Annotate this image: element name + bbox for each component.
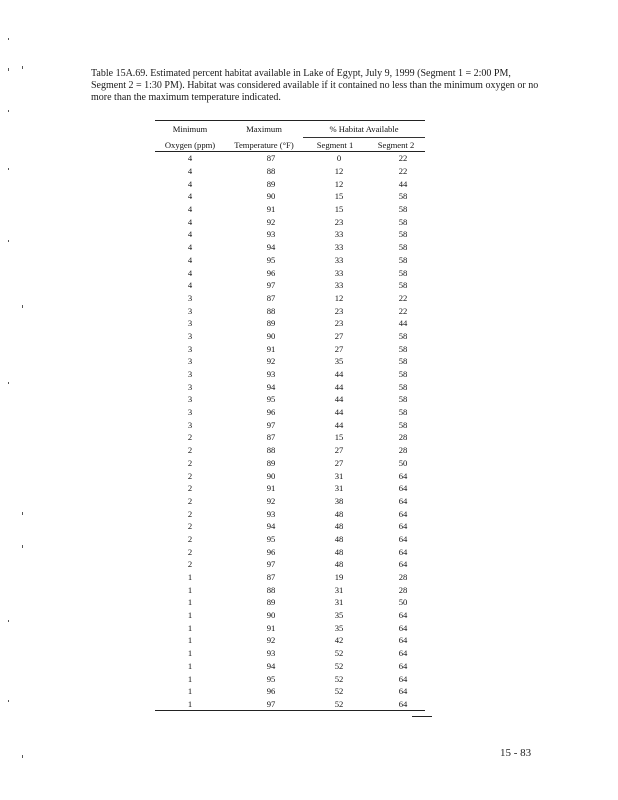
table-row — [155, 558, 425, 571]
max-temperature-cell: 87 — [266, 292, 276, 303]
min-oxygen-cell: 2 — [187, 521, 193, 532]
table-row — [155, 393, 425, 406]
max-temperature-cell: 92 — [266, 495, 276, 506]
min-oxygen-cell: 3 — [187, 356, 193, 367]
scan-speck — [22, 755, 23, 758]
min-oxygen-cell: 1 — [187, 597, 193, 608]
max-temperature-cell: 88 — [266, 166, 276, 177]
table-row — [155, 304, 425, 317]
max-temperature-cell: 87 — [266, 572, 276, 583]
segment-2-cell: 64 — [398, 673, 408, 684]
min-oxygen-cell: 1 — [187, 673, 193, 684]
segment-2-cell: 58 — [398, 343, 408, 354]
table-row — [155, 317, 425, 330]
segment-2-cell: 64 — [398, 686, 408, 697]
min-oxygen-cell: 3 — [187, 330, 193, 341]
scan-speck — [8, 168, 9, 170]
scan-speck — [22, 512, 23, 515]
table-row — [155, 266, 425, 279]
header-temperature: Temperature (°F) — [225, 138, 303, 152]
table-row — [155, 177, 425, 190]
header-maximum: Maximum — [246, 124, 282, 134]
segment-2-cell: 64 — [367, 698, 425, 711]
segment-2-cell: 64 — [398, 635, 408, 646]
max-temperature-cell: 90 — [266, 191, 276, 202]
segment-1-cell: 19 — [334, 572, 344, 583]
min-oxygen-cell: 2 — [187, 559, 193, 570]
segment-1-cell: 42 — [334, 635, 344, 646]
segment-1-cell: 52 — [334, 648, 344, 659]
segment-1-cell: 38 — [334, 495, 344, 506]
table-row — [155, 495, 425, 508]
max-temperature-cell: 87 — [266, 153, 276, 164]
segment-1-cell: 33 — [334, 280, 344, 291]
table-row — [155, 215, 425, 228]
min-oxygen-cell: 4 — [187, 204, 193, 215]
max-temperature-cell: 91 — [266, 622, 276, 633]
min-oxygen-cell: 1 — [187, 584, 193, 595]
min-oxygen-cell: 4 — [187, 242, 193, 253]
header-oxygen: Oxygen (ppm) — [155, 138, 225, 152]
segment-2-cell: 58 — [398, 229, 408, 240]
scan-speck — [8, 382, 9, 384]
table-row — [155, 444, 425, 457]
segment-2-cell: 64 — [398, 546, 408, 557]
max-temperature-cell: 92 — [266, 635, 276, 646]
min-oxygen-cell: 3 — [187, 381, 193, 392]
min-oxygen-cell: 4 — [187, 254, 193, 265]
min-oxygen-cell: 1 — [187, 610, 193, 621]
min-oxygen-cell: 2 — [187, 483, 193, 494]
segment-1-cell: 15 — [334, 191, 344, 202]
table-row — [155, 190, 425, 203]
table-row — [155, 406, 425, 419]
max-temperature-cell: 95 — [266, 673, 276, 684]
max-temperature-cell: 97 — [266, 559, 276, 570]
segment-1-cell: 31 — [334, 597, 344, 608]
min-oxygen-cell: 2 — [187, 457, 193, 468]
table-row — [155, 342, 425, 355]
segment-2-cell: 64 — [398, 559, 408, 570]
min-oxygen-cell: 4 — [187, 267, 193, 278]
segment-1-cell: 44 — [334, 369, 344, 380]
min-oxygen-cell: 3 — [187, 318, 193, 329]
min-oxygen-cell: 3 — [187, 394, 193, 405]
max-temperature-cell: 97 — [266, 419, 276, 430]
segment-2-cell: 64 — [398, 483, 408, 494]
segment-1-cell: 35 — [334, 610, 344, 621]
table-row — [155, 520, 425, 533]
min-oxygen-cell: 1 — [187, 572, 193, 583]
min-oxygen-cell: 4 — [187, 216, 193, 227]
scan-speck — [22, 66, 23, 69]
header-segment-1: Segment 1 — [303, 138, 367, 152]
min-oxygen-cell: 1 — [187, 686, 193, 697]
page-number: 15 - 83 — [500, 747, 532, 759]
table-row — [155, 279, 425, 292]
segment-1-cell: 12 — [334, 178, 344, 189]
max-temperature-cell: 95 — [266, 394, 276, 405]
segment-2-cell: 22 — [398, 305, 408, 316]
segment-1-cell: 44 — [334, 407, 344, 418]
segment-1-cell: 44 — [334, 419, 344, 430]
segment-2-cell: 22 — [398, 153, 408, 164]
table-row — [155, 583, 425, 596]
table-row — [155, 330, 425, 343]
table-row — [155, 355, 425, 368]
max-temperature-cell: 89 — [266, 318, 276, 329]
table-row — [155, 660, 425, 673]
scan-speck — [8, 240, 9, 242]
table-row — [155, 571, 425, 584]
min-oxygen-cell: 4 — [187, 166, 193, 177]
segment-1-cell: 0 — [336, 153, 342, 164]
max-temperature-cell: 92 — [266, 356, 276, 367]
table-caption: Table 15A.69. Estimated percent habitat available in Lake of Egypt, July 9, 1999 (Segment 1 = 2:00 PM, Segment 2 = 1:30 PM). Habitat was considered available if it contained no less than the minimum oxygen or no more than the maximum temperature indicated. — [91, 68, 539, 103]
table-row — [155, 457, 425, 470]
table-row — [155, 431, 425, 444]
segment-2-cell: 28 — [398, 445, 408, 456]
segment-1-cell: 35 — [334, 356, 344, 367]
table-row — [155, 685, 425, 698]
segment-1-cell: 27 — [334, 343, 344, 354]
segment-2-cell: 58 — [398, 394, 408, 405]
segment-2-cell: 28 — [398, 572, 408, 583]
max-temperature-cell: 96 — [266, 546, 276, 557]
max-temperature-cell: 96 — [266, 407, 276, 418]
segment-1-cell: 33 — [334, 267, 344, 278]
max-temperature-cell: 89 — [266, 457, 276, 468]
scan-speck — [8, 68, 9, 71]
segment-1-cell: 31 — [334, 483, 344, 494]
table-row — [155, 368, 425, 381]
min-oxygen-cell: 2 — [187, 470, 193, 481]
table-row — [155, 621, 425, 634]
segment-2-cell: 50 — [398, 597, 408, 608]
segment-1-cell: 48 — [334, 559, 344, 570]
scan-speck — [8, 38, 9, 40]
segment-2-cell: 50 — [398, 457, 408, 468]
max-temperature-cell: 93 — [266, 508, 276, 519]
min-oxygen-cell: 4 — [187, 229, 193, 240]
min-oxygen-cell: 2 — [187, 432, 193, 443]
min-oxygen-cell: 4 — [187, 280, 193, 291]
table-row — [155, 241, 425, 254]
table-row — [155, 482, 425, 495]
segment-1-cell: 15 — [334, 204, 344, 215]
max-temperature-cell: 94 — [266, 521, 276, 532]
table-row — [155, 672, 425, 685]
segment-1-cell: 27 — [334, 457, 344, 468]
max-temperature-cell: 90 — [266, 330, 276, 341]
table-row — [155, 545, 425, 558]
max-temperature-cell: 91 — [266, 343, 276, 354]
min-oxygen-cell: 1 — [187, 622, 193, 633]
segment-2-cell: 28 — [398, 432, 408, 443]
segment-2-cell: 44 — [398, 178, 408, 189]
header-habitat-available: % Habitat Available — [303, 121, 425, 138]
min-oxygen-cell: 2 — [187, 546, 193, 557]
segment-1-cell: 52 — [334, 673, 344, 684]
segment-2-cell: 22 — [398, 292, 408, 303]
max-temperature-cell: 88 — [266, 584, 276, 595]
scan-speck — [8, 110, 9, 112]
segment-2-cell: 64 — [398, 470, 408, 481]
max-temperature-cell: 93 — [266, 369, 276, 380]
segment-2-cell: 58 — [398, 407, 408, 418]
min-oxygen-cell: 1 — [187, 635, 193, 646]
segment-1-cell: 33 — [334, 254, 344, 265]
segment-1-cell: 48 — [334, 521, 344, 532]
segment-1-cell: 44 — [334, 381, 344, 392]
segment-1-cell: 33 — [334, 229, 344, 240]
segment-2-cell: 58 — [398, 254, 408, 265]
table-row — [155, 165, 425, 178]
max-temperature-cell: 96 — [266, 267, 276, 278]
segment-2-cell: 64 — [398, 508, 408, 519]
segment-2-cell: 64 — [398, 648, 408, 659]
segment-1-cell: 12 — [334, 292, 344, 303]
table-row — [155, 647, 425, 660]
max-temperature-cell: 97 — [225, 698, 303, 711]
table-row — [155, 228, 425, 241]
header-minimum: Minimum — [172, 124, 208, 134]
min-oxygen-cell: 3 — [187, 369, 193, 380]
table-row — [155, 152, 425, 165]
max-temperature-cell: 89 — [266, 597, 276, 608]
scan-speck — [8, 620, 9, 622]
min-oxygen-cell: 2 — [187, 533, 193, 544]
max-temperature-cell: 88 — [266, 305, 276, 316]
segment-2-cell: 28 — [398, 584, 408, 595]
segment-1-cell: 15 — [334, 432, 344, 443]
segment-1-cell: 31 — [334, 584, 344, 595]
table-end-rule — [412, 716, 432, 717]
scan-speck — [8, 700, 9, 702]
segment-1-cell: 48 — [334, 533, 344, 544]
table-row — [155, 203, 425, 216]
segment-2-cell: 44 — [398, 318, 408, 329]
table-row — [155, 596, 425, 609]
table-row — [155, 634, 425, 647]
segment-1-cell: 31 — [334, 470, 344, 481]
min-oxygen-cell: 3 — [187, 407, 193, 418]
segment-2-cell: 58 — [398, 216, 408, 227]
segment-2-cell: 64 — [398, 521, 408, 532]
max-temperature-cell: 90 — [266, 470, 276, 481]
table-row — [155, 533, 425, 546]
min-oxygen-cell: 4 — [187, 178, 193, 189]
segment-2-cell: 58 — [398, 204, 408, 215]
segment-1-cell: 52 — [303, 698, 367, 711]
max-temperature-cell: 94 — [266, 242, 276, 253]
table-row — [155, 469, 425, 482]
segment-2-cell: 58 — [398, 419, 408, 430]
segment-2-cell: 58 — [398, 267, 408, 278]
min-oxygen-cell: 1 — [187, 648, 193, 659]
segment-2-cell: 64 — [398, 660, 408, 671]
max-temperature-cell: 91 — [266, 483, 276, 494]
scan-speck — [22, 305, 23, 308]
segment-2-cell: 58 — [398, 242, 408, 253]
min-oxygen-cell: 2 — [187, 508, 193, 519]
segment-2-cell: 58 — [398, 191, 408, 202]
segment-2-cell: 58 — [398, 369, 408, 380]
table-row — [155, 698, 425, 711]
max-temperature-cell: 93 — [266, 229, 276, 240]
max-temperature-cell: 95 — [266, 254, 276, 265]
min-oxygen-cell: 3 — [187, 343, 193, 354]
segment-2-cell: 22 — [398, 166, 408, 177]
max-temperature-cell: 91 — [266, 204, 276, 215]
max-temperature-cell: 93 — [266, 648, 276, 659]
segment-1-cell: 48 — [334, 508, 344, 519]
segment-2-cell: 58 — [398, 356, 408, 367]
segment-1-cell: 23 — [334, 305, 344, 316]
max-temperature-cell: 95 — [266, 533, 276, 544]
max-temperature-cell: 94 — [266, 660, 276, 671]
header-segment-2: Segment 2 — [367, 138, 425, 152]
min-oxygen-cell: 2 — [187, 495, 193, 506]
min-oxygen-cell: 1 — [187, 660, 193, 671]
max-temperature-cell: 87 — [266, 432, 276, 443]
max-temperature-cell: 90 — [266, 610, 276, 621]
habitat-table — [155, 120, 425, 711]
table-row — [155, 609, 425, 622]
segment-2-cell: 58 — [398, 381, 408, 392]
segment-1-cell: 52 — [334, 660, 344, 671]
segment-2-cell: 64 — [398, 533, 408, 544]
table-row — [155, 418, 425, 431]
max-temperature-cell: 88 — [266, 445, 276, 456]
segment-1-cell: 27 — [334, 445, 344, 456]
max-temperature-cell: 92 — [266, 216, 276, 227]
segment-2-cell: 58 — [398, 330, 408, 341]
min-oxygen-cell: 4 — [187, 191, 193, 202]
min-oxygen-cell: 3 — [187, 419, 193, 430]
scan-speck — [22, 545, 23, 548]
max-temperature-cell: 96 — [266, 686, 276, 697]
max-temperature-cell: 97 — [266, 280, 276, 291]
min-oxygen-cell: 1 — [155, 698, 225, 711]
segment-1-cell: 23 — [334, 216, 344, 227]
segment-1-cell: 52 — [334, 686, 344, 697]
segment-1-cell: 27 — [334, 330, 344, 341]
segment-1-cell: 48 — [334, 546, 344, 557]
max-temperature-cell: 94 — [266, 381, 276, 392]
segment-1-cell: 12 — [334, 166, 344, 177]
segment-2-cell: 64 — [398, 610, 408, 621]
segment-2-cell: 64 — [398, 495, 408, 506]
min-oxygen-cell: 2 — [187, 445, 193, 456]
min-oxygen-cell: 4 — [187, 153, 193, 164]
segment-2-cell: 64 — [398, 622, 408, 633]
segment-1-cell: 35 — [334, 622, 344, 633]
segment-1-cell: 23 — [334, 318, 344, 329]
segment-2-cell: 58 — [398, 280, 408, 291]
table-row — [155, 507, 425, 520]
max-temperature-cell: 89 — [266, 178, 276, 189]
table-row — [155, 292, 425, 305]
min-oxygen-cell: 3 — [187, 305, 193, 316]
table-row — [155, 254, 425, 267]
segment-1-cell: 44 — [334, 394, 344, 405]
table-row — [155, 380, 425, 393]
segment-1-cell: 33 — [334, 242, 344, 253]
min-oxygen-cell: 3 — [187, 292, 193, 303]
